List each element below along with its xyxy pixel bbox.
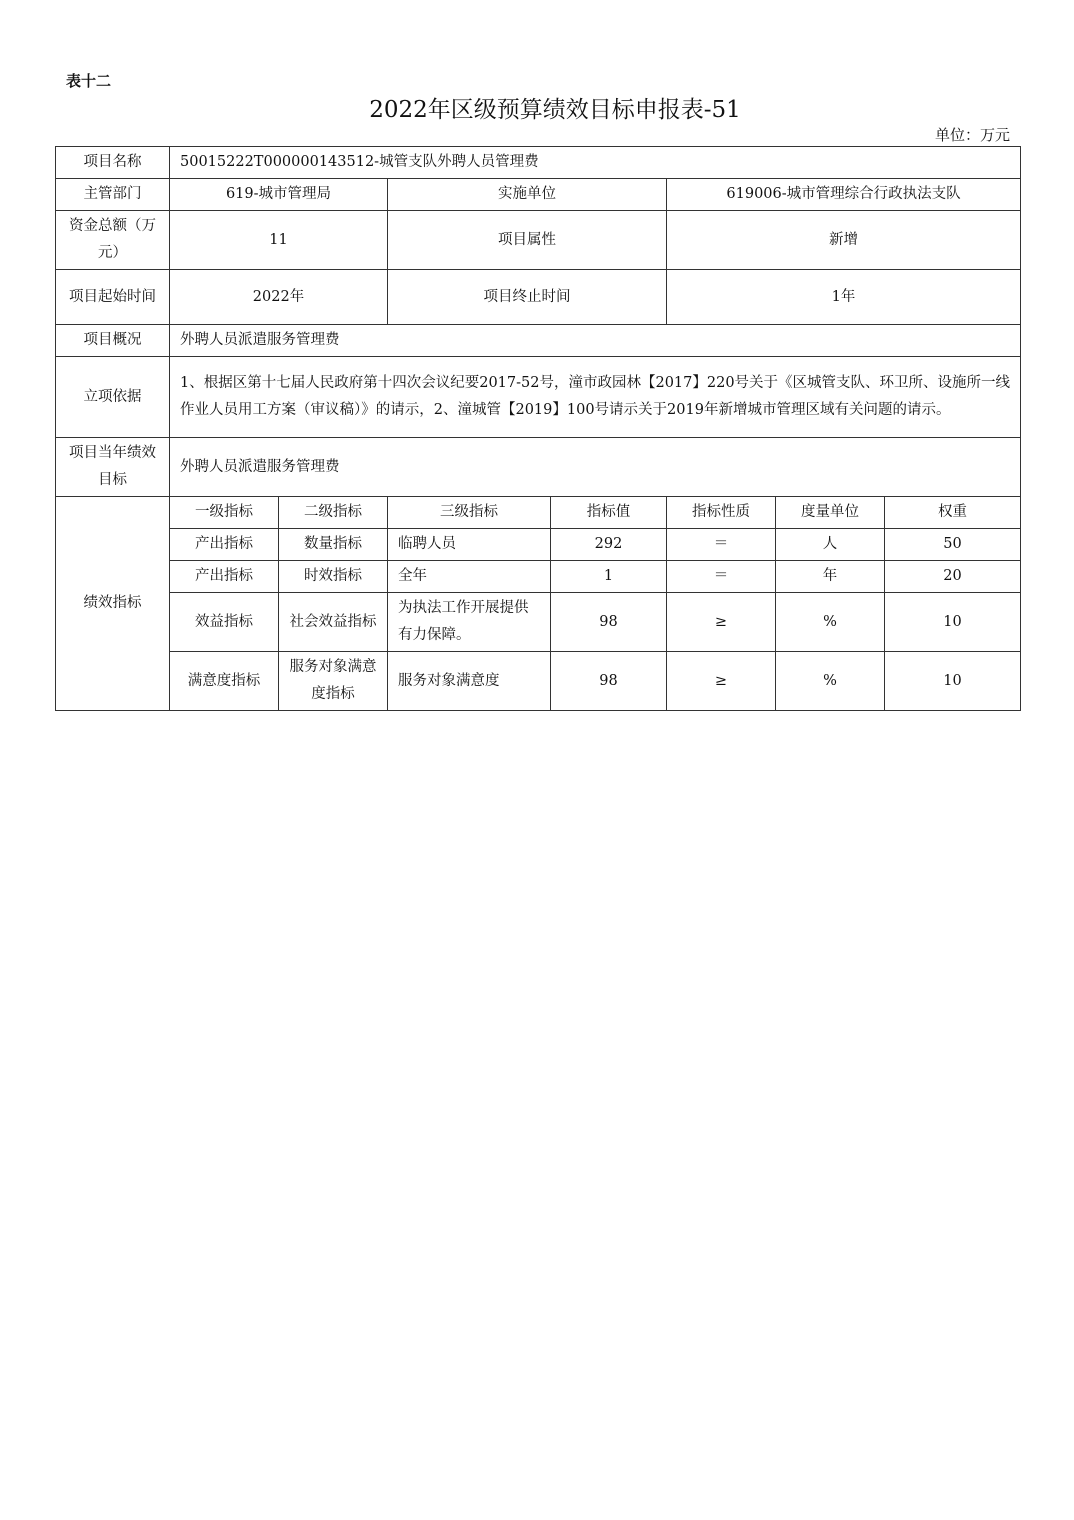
table-row xyxy=(56,593,1021,652)
level3-cell: 全年 xyxy=(388,561,551,593)
level2-cell: 社会效益指标 xyxy=(279,593,388,652)
indicator-header-row xyxy=(56,497,1021,529)
header-weight: 权重 xyxy=(885,497,1021,529)
row-total-funds xyxy=(56,211,1021,270)
level2-cell: 数量指标 xyxy=(279,529,388,561)
value-cell: 98 xyxy=(551,652,667,711)
budget-performance-table xyxy=(55,146,1021,711)
row-basis xyxy=(56,357,1021,438)
start-time-value: 2022年 xyxy=(170,270,388,325)
project-attribute-label: 项目属性 xyxy=(388,211,667,270)
weight-cell: 20 xyxy=(885,561,1021,593)
nature-cell: ≥ xyxy=(667,652,776,711)
table-row xyxy=(56,529,1021,561)
level1-cell: 满意度指标 xyxy=(170,652,279,711)
end-time-label: 项目终止时间 xyxy=(388,270,667,325)
project-name-value: 50015222T000000143512-城管支队外聘人员管理费 xyxy=(170,147,1021,179)
row-project-name xyxy=(56,147,1021,179)
header-level3: 三级指标 xyxy=(388,497,551,529)
unit-cell: % xyxy=(776,593,885,652)
header-level2: 二级指标 xyxy=(279,497,388,529)
level2-cell: 服务对象满意度指标 xyxy=(279,652,388,711)
table-label: 表十二 xyxy=(66,72,112,90)
basis-label: 立项依据 xyxy=(56,357,170,438)
nature-cell: ≥ xyxy=(667,593,776,652)
department-label: 主管部门 xyxy=(56,179,170,211)
header-level1: 一级指标 xyxy=(170,497,279,529)
level1-cell: 产出指标 xyxy=(170,561,279,593)
weight-cell: 10 xyxy=(885,593,1021,652)
unit-cell: 人 xyxy=(776,529,885,561)
level2-cell: 时效指标 xyxy=(279,561,388,593)
weight-cell: 10 xyxy=(885,652,1021,711)
page-title: 2022年区级预算绩效目标申报表-51 xyxy=(369,97,741,123)
table-row xyxy=(56,561,1021,593)
overview-value: 外聘人员派遣服务管理费 xyxy=(170,325,1021,357)
row-start-time xyxy=(56,270,1021,325)
table-row xyxy=(56,652,1021,711)
total-funds-value: 11 xyxy=(170,211,388,270)
level3-cell: 临聘人员 xyxy=(388,529,551,561)
annual-goal-label: 项目当年绩效目标 xyxy=(56,438,170,497)
total-funds-label: 资金总额（万元） xyxy=(56,211,170,270)
implementing-unit-label: 实施单位 xyxy=(388,179,667,211)
level3-cell: 为执法工作开展提供有力保障。 xyxy=(388,593,551,652)
level1-cell: 产出指标 xyxy=(170,529,279,561)
weight-cell: 50 xyxy=(885,529,1021,561)
unit-label: 单位：万元 xyxy=(934,126,1010,144)
level3-cell: 服务对象满意度 xyxy=(388,652,551,711)
header-value: 指标值 xyxy=(551,497,667,529)
header-unit: 度量单位 xyxy=(776,497,885,529)
value-cell: 292 xyxy=(551,529,667,561)
value-cell: 1 xyxy=(551,561,667,593)
row-department xyxy=(56,179,1021,211)
unit-cell: 年 xyxy=(776,561,885,593)
annual-goal-value: 外聘人员派遣服务管理费 xyxy=(170,438,1021,497)
project-name-label: 项目名称 xyxy=(56,147,170,179)
row-overview xyxy=(56,325,1021,357)
overview-label: 项目概况 xyxy=(56,325,170,357)
implementing-unit-value: 619006-城市管理综合行政执法支队 xyxy=(667,179,1021,211)
level1-cell: 效益指标 xyxy=(170,593,279,652)
nature-cell: ＝ xyxy=(667,529,776,561)
value-cell: 98 xyxy=(551,593,667,652)
indicators-label: 绩效指标 xyxy=(56,497,170,711)
row-annual-goal xyxy=(56,438,1021,497)
start-time-label: 项目起始时间 xyxy=(56,270,170,325)
end-time-value: 1年 xyxy=(667,270,1021,325)
unit-cell: % xyxy=(776,652,885,711)
department-value: 619-城市管理局 xyxy=(170,179,388,211)
project-attribute-value: 新增 xyxy=(667,211,1021,270)
header-nature: 指标性质 xyxy=(667,497,776,529)
basis-value: 1、根据区第十七届人民政府第十四次会议纪要2017-52号，潼市政园林【2017】220号关于《区城管支队、环卫所、设施所一线作业人员用工方案（审议稿）》的请示，2、潼城管【2019】100号请示关于2019年新增城市管理区域有关问题的请示。 xyxy=(170,357,1021,438)
nature-cell: ＝ xyxy=(667,561,776,593)
